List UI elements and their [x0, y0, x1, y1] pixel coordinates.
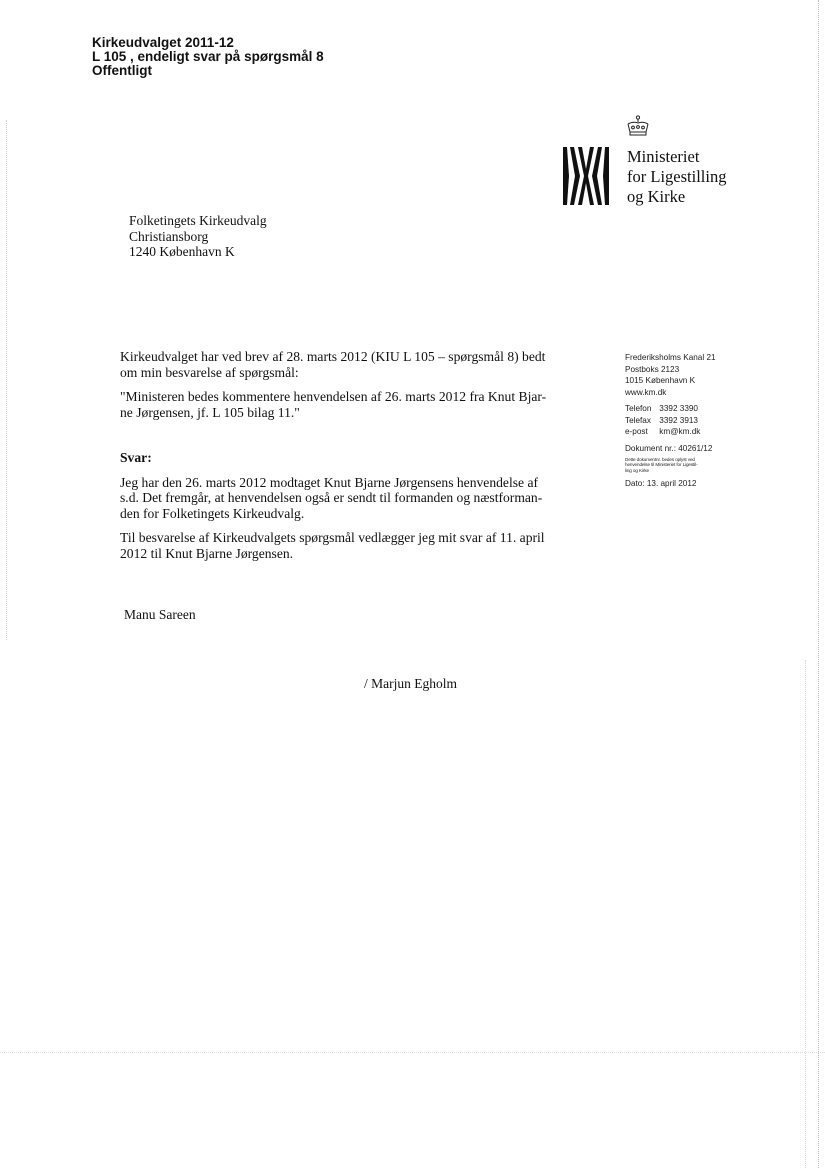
answer-paragraph	[120, 475, 570, 522]
intro-paragraph	[120, 349, 570, 380]
answer-line: Til besvarelse af Kirkeudvalgets spørgsmål vedlægger jeg mit svar af 11. april	[120, 530, 545, 545]
answer-line: Jeg har den 26. marts 2012 modtaget Knut Bjarne Jørgensens henvendelse af	[120, 474, 539, 490]
question-line: ne Jørgensen, jf. L 105 bilag 11."	[120, 404, 300, 420]
document-note-line: Dette dokumentnr. bedes oplyst ved	[625, 457, 695, 462]
document-number: Dokument nr.: 40261/12	[625, 443, 713, 453]
email-row	[625, 426, 755, 438]
scan-artifact-left	[6, 120, 7, 640]
question-line: "Ministeren bedes kommentere henvendelsen af 26. marts 2012 fra Knut Bjar-	[120, 389, 547, 404]
ministry-name-line2: for Ligestilling	[627, 167, 727, 186]
answer-paragraph	[120, 530, 570, 561]
fax-row	[625, 415, 755, 427]
fax-label: Telefax	[625, 415, 651, 425]
phone-label: Telefon	[625, 404, 652, 413]
letter-body	[120, 349, 570, 570]
scan-artifact-bottom	[0, 1052, 825, 1053]
fax-value: 3392 3913	[659, 415, 698, 425]
ministry-emblem-icon	[563, 147, 609, 205]
email-label: e-post	[625, 427, 648, 436]
scan-artifact-right	[818, 0, 819, 1168]
stamp-status: Offentligt	[92, 63, 152, 78]
address-city: 1015 København K	[625, 376, 696, 385]
stamp-case: L 105 , endeligt svar på spørgsmål 8	[92, 49, 324, 64]
ministry-contact-sidebar	[625, 352, 755, 490]
recipient-name: Folketingets Kirkeudvalg	[129, 213, 267, 228]
recipient-city: 1240 København K	[129, 244, 235, 259]
ministry-name	[627, 147, 726, 207]
signature-name: Manu Sareen	[124, 607, 196, 622]
letter-date: Dato: 13. april 2012	[625, 479, 697, 489]
intro-line: om min besvarelse af spørgsmål:	[120, 364, 299, 380]
answer-heading: Svar:	[120, 450, 152, 465]
ministry-name-line1: Ministeriet	[627, 147, 700, 166]
answer-line: 2012 til Knut Bjarne Jørgensen.	[120, 545, 294, 561]
phone-value: 3392 3390	[659, 404, 698, 413]
intro-line: Kirkeudvalget har ved brev af 28. marts 2012 (KIU L 105 – spørgsmål 8) bedt	[120, 349, 546, 364]
phone-row	[625, 403, 755, 415]
stamp-committee: Kirkeudvalget 2011-12	[92, 35, 234, 50]
recipient-building: Christiansborg	[129, 228, 209, 244]
crown-icon	[625, 115, 651, 137]
answer-line: den for Folketingets Kirkeudvalg.	[120, 505, 305, 521]
document-note-line: ling og Kirke	[625, 467, 649, 473]
website-link[interactable]: www.km.dk	[625, 387, 667, 397]
address-street: Frederiksholms Kanal 21	[625, 353, 716, 362]
document-note-line: henvendelse til Ministeriet for Ligestil-	[625, 462, 698, 468]
answer-line: s.d. Det fremgår, at henvendelsen også er sendt til formanden og næstforman-	[120, 490, 543, 505]
scan-artifact-right-inner	[805, 660, 806, 1168]
document-stamp	[92, 36, 324, 78]
address-pobox: Postboks 2123	[625, 364, 680, 374]
author-initials: / Marjun Egholm	[364, 676, 457, 691]
recipient-address	[129, 213, 267, 260]
email-link[interactable]: km@km.dk	[659, 427, 701, 436]
question-paragraph	[120, 389, 570, 420]
ministry-name-line3: og Kirke	[627, 187, 686, 206]
